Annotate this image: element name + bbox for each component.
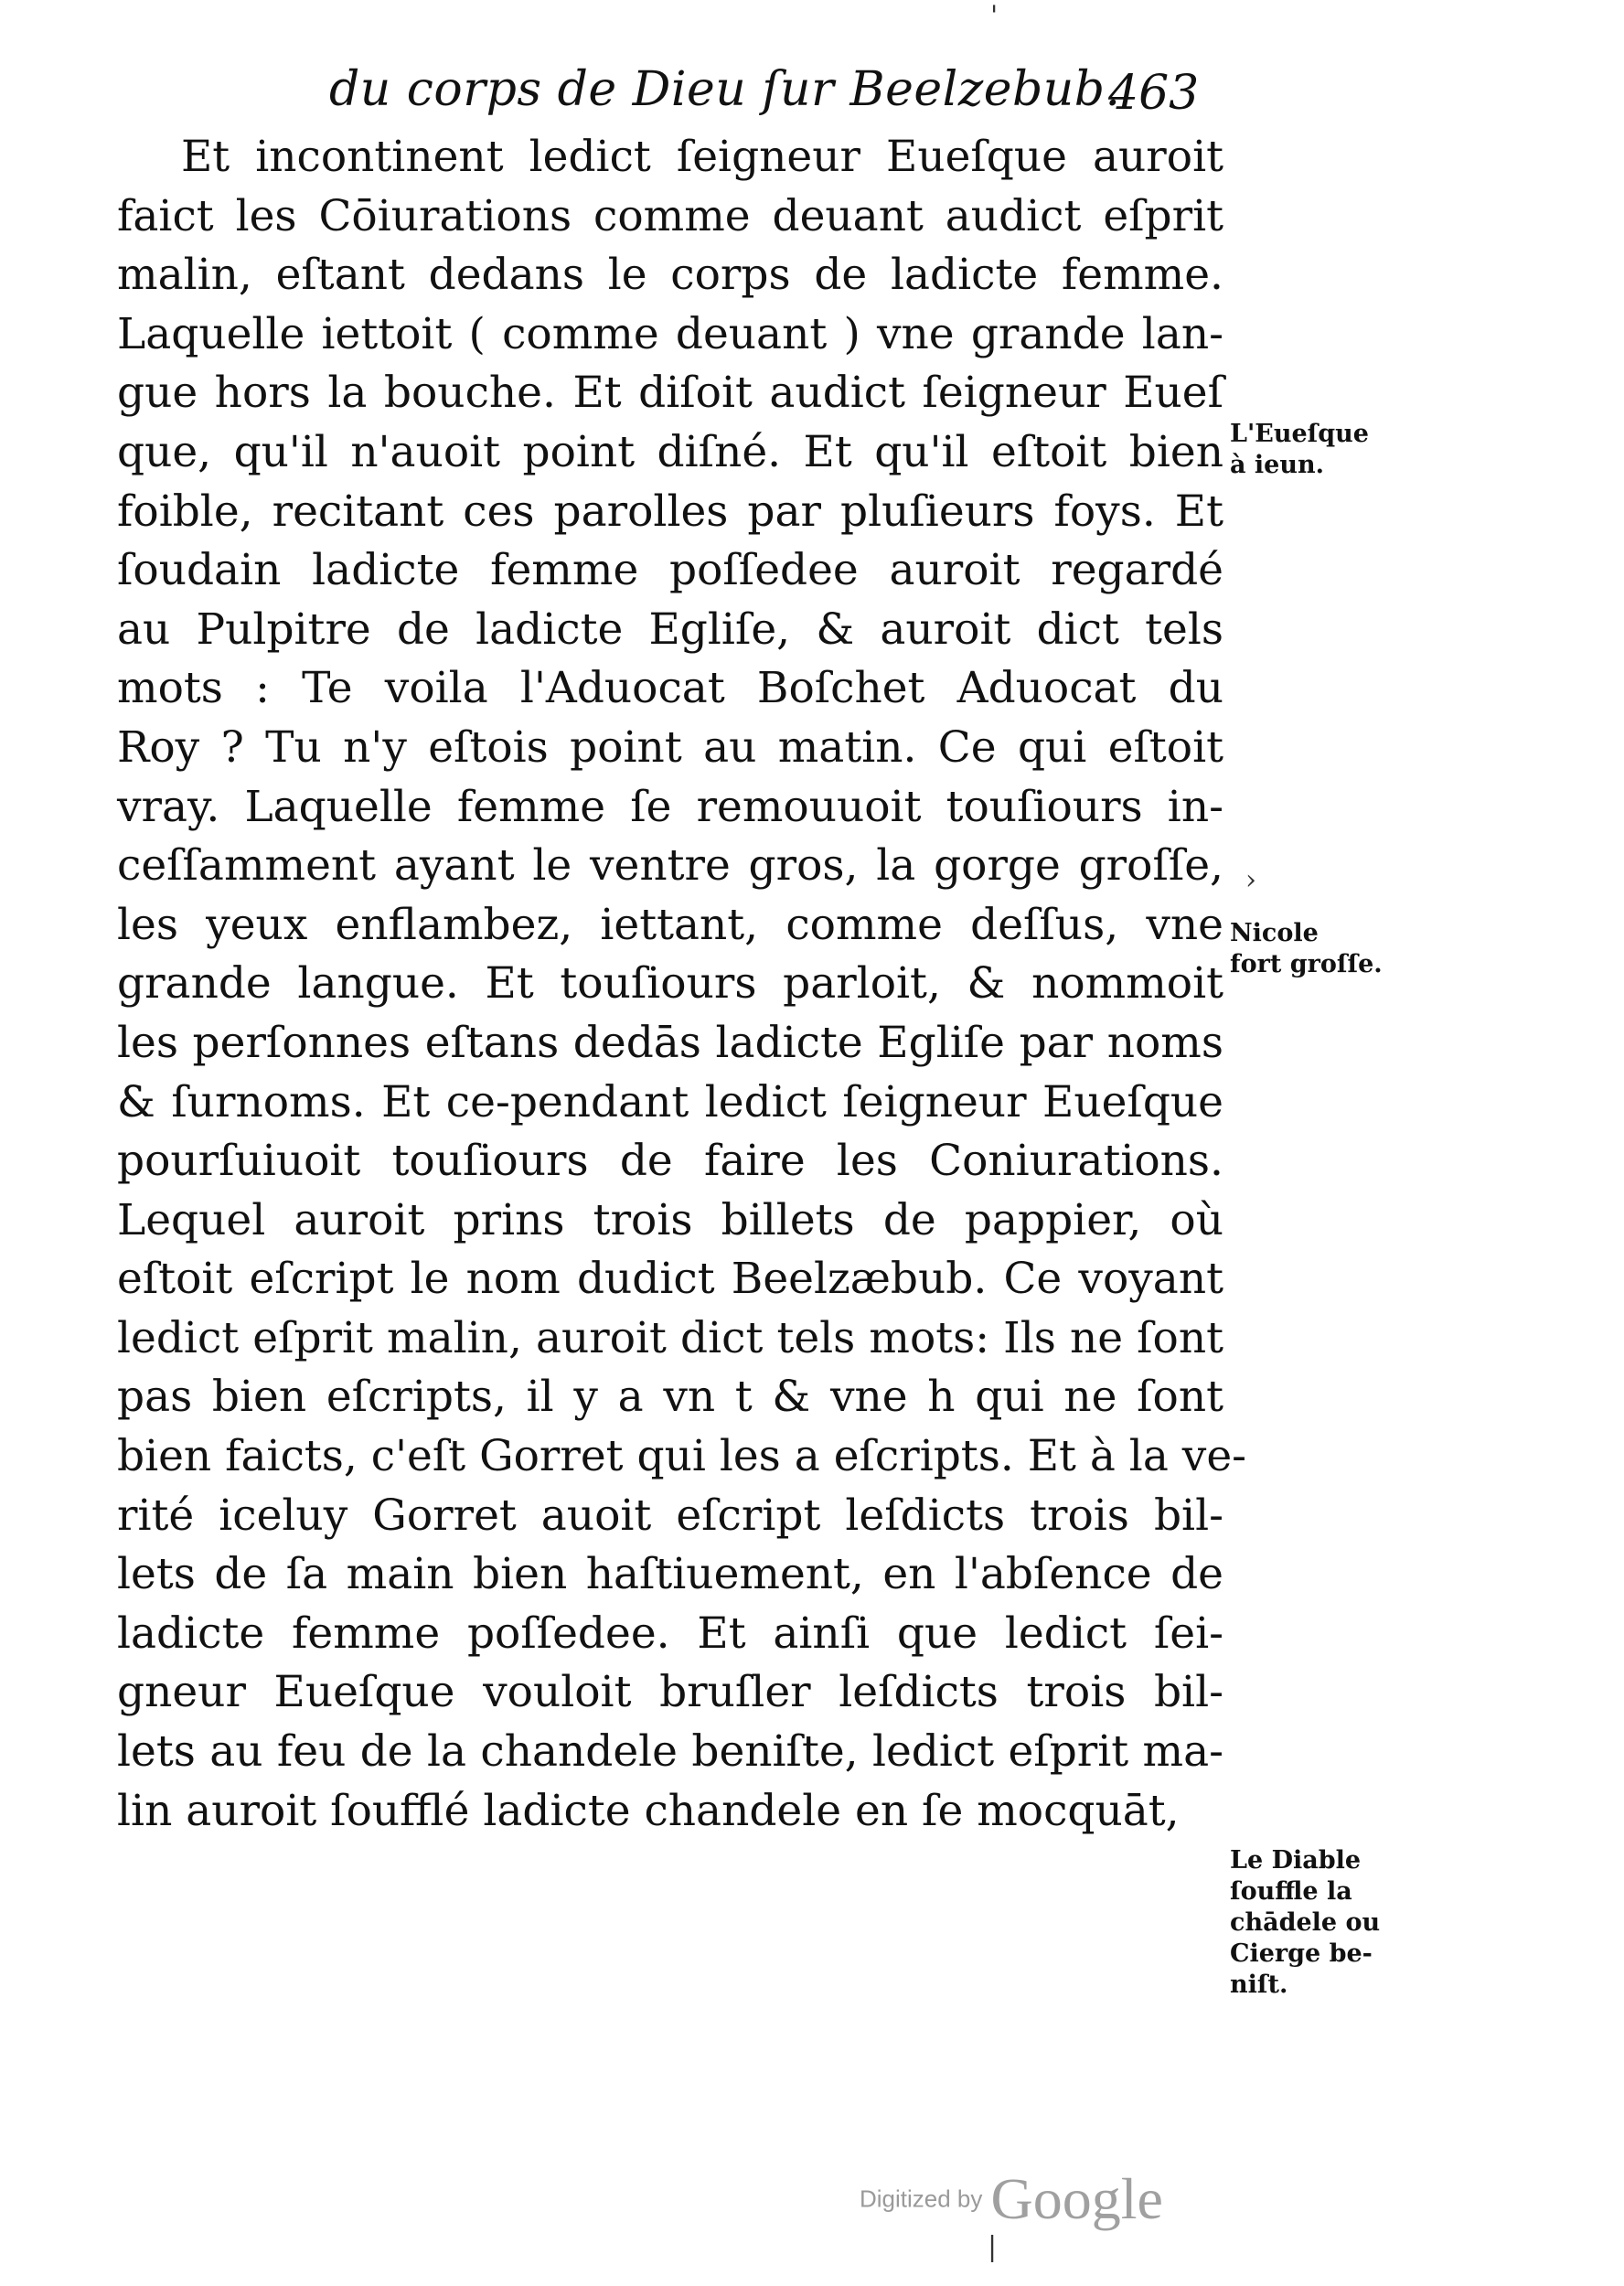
text-line: pourſuiuoit touſiours de faire les Coniurations. (117, 1136, 1223, 1187)
stray-ink-mark: ' (990, 0, 999, 32)
margin-note-devil-candle (1230, 1845, 1380, 2001)
text-line: ſoudain ladicte femme poſſedee auroit regardé (117, 545, 1223, 596)
text-line: gue hors la bouche. Et diſoit audict ſeigneur Eueſ (117, 368, 1223, 419)
text-line: lets au feu de la chandele beniſte, ledict eſprit ma- (117, 1726, 1223, 1778)
margin-note-line: L'Eueſque (1230, 420, 1369, 448)
text-line: gneur Eueſque vouloit bruſler leſdicts trois bil- (117, 1667, 1223, 1718)
page-number: 463 (1108, 66, 1200, 121)
margin-note-bishop-fasting (1230, 419, 1369, 481)
text-line: mots : Te voila l'Aduocat Boſchet Aduocat du (117, 663, 1223, 714)
text-line: faict les Cōiurations comme deuant audict eſprit (117, 190, 1223, 241)
margin-note-line: à ieun. (1230, 451, 1324, 479)
digitized-by-watermark (860, 2165, 1163, 2233)
text-line: Lequel auroit prins trois billets de pappier, où (117, 1194, 1223, 1245)
text-line: que, qu'il n'auoit point diſné. Et qu'il eſtoit bien (117, 426, 1223, 477)
text-line: foible, recitant ces parolles par pluſieurs foys. Et (117, 486, 1223, 537)
text-line: & ſurnoms. Et ce-pendant ledict ſeigneur Eueſque (117, 1076, 1223, 1127)
google-logo: Google (990, 2166, 1163, 2231)
margin-note-line: niſt. (1230, 1971, 1288, 1999)
text-line: bien faicts, c'eſt Gorret qui les a eſcripts. Et à la ve- (117, 1431, 1247, 1482)
text-line: Et incontinent ledict ſeigneur Eueſque auroit (181, 132, 1223, 182)
running-title: du corps de Dieu ſur Beelzebub. (329, 62, 1121, 117)
margin-note-line: Cierge be- (1230, 1939, 1373, 1968)
margin-note-nicole (1230, 918, 1383, 980)
text-line: pas bien eſcripts, il y a vn t & vne h qui ne ſont (117, 1372, 1223, 1423)
text-line: malin, eſtant dedans le corps de ladicte femme. (117, 250, 1223, 301)
text-line: les yeux enflambez, iettant, comme deſſus, vne (117, 899, 1223, 950)
margin-note-line: chādele ou (1230, 1908, 1381, 1937)
text-line: ceſſamment ayant le ventre gros, la gorge groſſe, (117, 840, 1223, 892)
watermark-prefix: Digitized by (860, 2185, 983, 2213)
margin-note-line: Nicole (1230, 919, 1319, 947)
stray-ink-mark: | (988, 2231, 998, 2263)
text-line: grande langue. Et touſiours parloit, & nommoit (117, 958, 1223, 1009)
text-line: ledict eſprit malin, auroit dict tels mots: Ils ne ſont (117, 1312, 1223, 1363)
text-line: lin auroit ſoufflé ladicte chandele en ſe mocquāt, (117, 1785, 1180, 1836)
body-text (117, 128, 1247, 1841)
text-line: lets de ſa main bien haſtiuement, en l'abſence de (117, 1549, 1223, 1600)
margin-note-line: ſouffle la (1230, 1877, 1352, 1906)
text-line: au Pulpitre de ladicte Egliſe, & auroit dict tels (117, 604, 1223, 655)
text-line: Roy ? Tu n'y eſtois point au matin. Ce qui eſtoit (117, 721, 1223, 773)
text-line: les perſonnes eſtans dedās ladicte Egliſe par noms (117, 1017, 1223, 1068)
text-line: ladicte femme poſſedee. Et ainſi que ledict ſei- (117, 1608, 1223, 1659)
text-line: Laquelle iettoit ( comme deuant ) vne grande lan- (117, 308, 1223, 359)
margin-note-line: Le Diable (1230, 1846, 1362, 1875)
margin-note-line: fort groſſe. (1230, 950, 1383, 978)
stray-ink-mark: › (1245, 864, 1256, 896)
text-line: eſtoit eſcript le nom dudict Beelzæbub. Ce voyant (117, 1254, 1223, 1305)
text-line: vray. Laquelle femme ſe remouuoit touſiours in- (117, 781, 1223, 832)
text-line: rité iceluy Gorret auoit eſcript leſdicts trois bil- (117, 1490, 1223, 1541)
